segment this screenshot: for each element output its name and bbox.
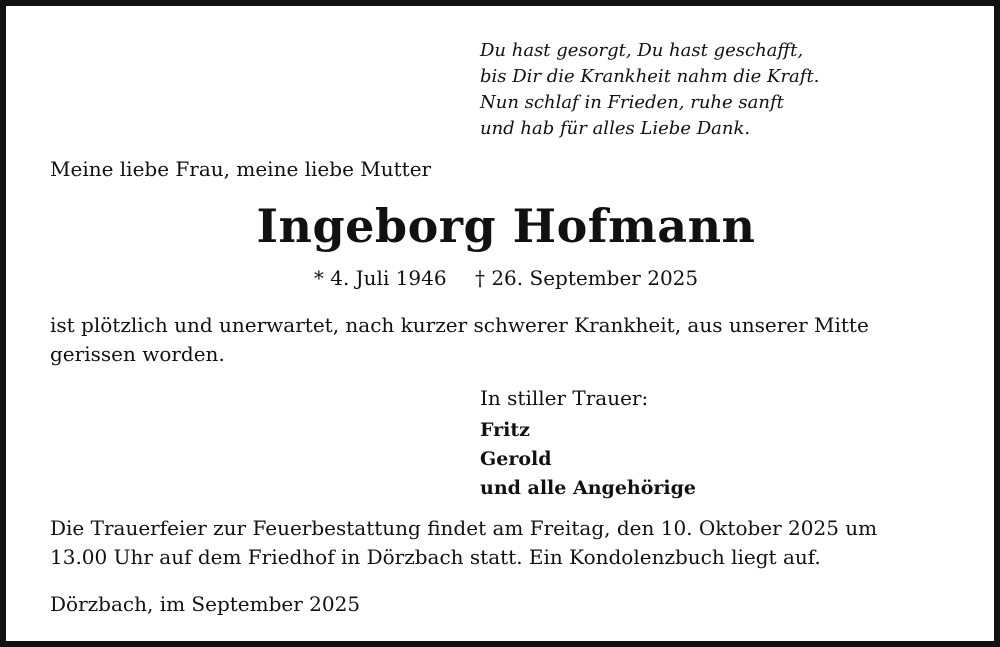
poem-line: bis Dir die Krankheit nahm die Kraft. (480, 66, 820, 87)
death-date: † 26. September 2025 (474, 266, 699, 290)
mourner-name: Gerold (480, 448, 552, 470)
poem-line: Nun schlaf in Frieden, ruhe sanft (480, 92, 784, 113)
funeral-notice (50, 514, 877, 572)
death-message (50, 311, 869, 369)
intro-text: Meine liebe Frau, meine liebe Mutter (50, 157, 432, 181)
mourning-label: In stiller Trauer: (480, 386, 649, 410)
message-line: gerissen worden. (50, 342, 225, 366)
poem (480, 38, 819, 142)
birth-date: * 4. Juli 1946 (313, 266, 447, 290)
message-line: ist plötzlich und unerwartet, nach kurzer schwerer Krankheit, aus unserer Mitte (50, 313, 869, 337)
place-and-date: Dörzbach, im September 2025 (50, 592, 361, 616)
mourner-name: und alle Angehörige (480, 477, 696, 499)
poem-line: Du hast gesorgt, Du hast geschafft, (480, 40, 804, 61)
mourner-name: Fritz (480, 419, 530, 441)
deceased-name: Ingeborg Hofmann (256, 199, 756, 253)
funeral-line: 13.00 Uhr auf dem Friedhof in Dörzbach statt. Ein Kondolenzbuch liegt auf. (50, 545, 821, 569)
mourners-list (480, 416, 696, 503)
life-dates (6, 264, 1000, 292)
poem-line: und hab für alles Liebe Dank. (480, 118, 751, 139)
funeral-line: Die Trauerfeier zur Feuerbestattung findet am Freitag, den 10. Oktober 2025 um (50, 516, 878, 540)
